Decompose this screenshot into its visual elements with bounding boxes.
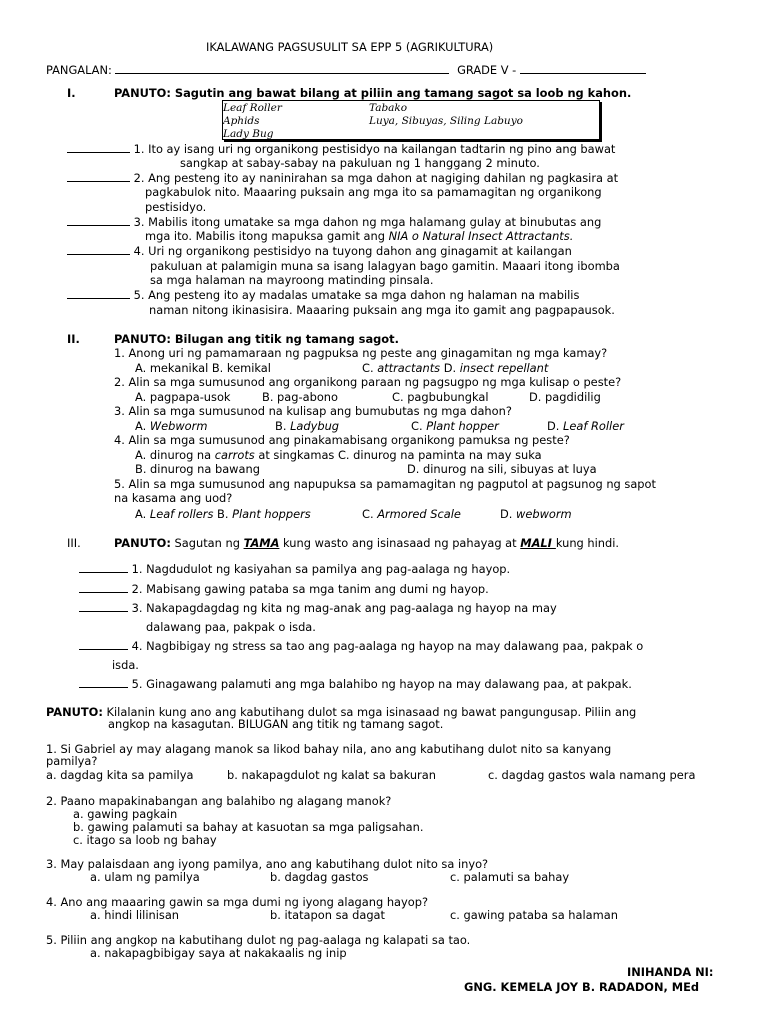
choice-a[interactable]: a. nakapagbibigay saya at nakakaalis ng inip (90, 946, 347, 960)
item-text: 5. Ginagawang palamuti ang mga balahibo ng hayop na may dalawang paa, at pakpak. (131, 677, 632, 691)
choice-letter: A. (135, 507, 150, 521)
item-text: 2. Mabisang gawing pataba sa mga tanim ang dumi ng hayop. (131, 582, 489, 596)
answer-blank[interactable] (79, 649, 128, 650)
item-text-cont: pestisidyo. (145, 200, 207, 214)
choice-b[interactable]: b. dagdag gastos (270, 870, 369, 884)
part2-panuto: PANUTO: Bilugan ang titik ng tamang sagot. (114, 332, 399, 346)
part3-panuto (114, 536, 619, 551)
list-item (79, 639, 643, 654)
answer-blank[interactable] (67, 254, 130, 255)
item-text-italic: NIA o Natural Insect Attractants. (388, 229, 574, 243)
answer-blank[interactable] (79, 611, 128, 612)
name-label: PANGALAN: (46, 63, 112, 77)
item-text-cont: pakuluan at palamigin muna sa isang lalagyan bago gamitin. Maaari itong ibomba (150, 259, 620, 273)
choice-b[interactable]: b. gawing palamuti sa bahay at kasuotan sa mga paligsahan. (73, 820, 424, 834)
choice-b[interactable]: b. nakapagdulot ng kalat sa bakuran (227, 768, 436, 782)
name-blank[interactable] (115, 73, 449, 74)
choice-letter: C. (362, 361, 378, 375)
list-item (79, 562, 510, 577)
question: 1. Si Gabriel ay may alagang manok sa likod bahay nila, ano ang kabutihang dulot nito sa kanyang (46, 742, 612, 756)
answer-blank[interactable] (67, 298, 130, 299)
list-item (67, 171, 618, 186)
prepared-by-label: INIHANDA NI: (627, 965, 714, 979)
question: 3. May palaisdaan ang iyong pamilya, ano ang kabutihang dulot nito sa inyo? (46, 857, 489, 871)
choice-c[interactable] (362, 507, 461, 522)
panuto-text: Kilalanin kung ano ang kabutihang dulot sa mga isinasaad ng bawat pangungusap. Piliin ang (102, 705, 637, 719)
item-text-cont: dalawang paa, pakpak o isda. (146, 620, 316, 634)
choice-d[interactable] (500, 507, 572, 522)
list-item (79, 677, 632, 692)
item-text: 4. Nagbibigay ng stress sa tao ang pag-aalaga ng hayop na may dalawang paa, pakpak o (131, 639, 644, 653)
choice-text: Leaf rollers (149, 507, 214, 521)
choice-d[interactable]: D. pagdidilig (529, 390, 601, 404)
item-text-cont: sa mga halaman na mayroong matinding pinsala. (150, 273, 434, 287)
panuto-text: kung wasto ang isinasaad ng pahayag at (279, 536, 521, 550)
choice-a[interactable]: a. ulam ng pamilya (90, 870, 200, 884)
choice-letter: B. (275, 419, 291, 433)
choice-letter: D. (500, 507, 517, 521)
panuto-text: kung hindi. (555, 536, 620, 550)
choice-line[interactable]: A. mekanikal B. kemikal (135, 361, 271, 375)
list-item (67, 215, 601, 230)
question-cont: pamilya? (46, 754, 98, 768)
question: 5. Piliin ang angkop na kabutihang dulot ng pag-aalaga ng kalapati sa tao. (46, 933, 471, 947)
grade-blank[interactable] (520, 73, 646, 74)
tama-keyword: TAMA (243, 536, 280, 550)
choice-tabako: Tabako (369, 102, 408, 114)
panuto-text: Sagutan ng (170, 536, 244, 550)
choice-letter: A. (135, 419, 150, 433)
choice-text: at singkamas C. dinurog na paminta na may suka (254, 448, 542, 462)
item-text: mga ito. Mabilis itong mapuksa gamit ang (145, 229, 389, 243)
name-line (46, 63, 646, 78)
choice-text: Plant hoppers (232, 507, 311, 521)
choice-line[interactable] (362, 361, 548, 376)
list-item (67, 142, 615, 157)
choice-letter: D. (547, 419, 564, 433)
choice-a[interactable]: A. pagpapa-usok (135, 390, 231, 404)
choice-a[interactable] (135, 419, 207, 434)
choice-aphids: Aphids (223, 115, 260, 127)
choice-a[interactable]: a. gawing pagkain (73, 807, 178, 821)
choice-c[interactable]: c. dagdag gastos wala namang pera (488, 768, 696, 782)
item-text-cont (145, 229, 573, 244)
choice-luya: Luya, Sibuyas, Siling Labuyo (369, 115, 523, 127)
choice-text: A. dinurog na (135, 448, 215, 462)
part1-panuto: PANUTO: Sagutin ang bawat bilang at piliin ang tamang sagot sa loob ng kahon. (114, 86, 632, 100)
answer-blank[interactable] (67, 225, 130, 226)
question: 4. Alin sa mga sumusunod ang pinakamabisang organikong pamuksa ng peste? (114, 433, 570, 447)
choice-leaf-roller: Leaf Roller (223, 102, 282, 114)
question-cont: na kasama ang uod? (114, 491, 233, 505)
choice-c[interactable]: C. pagbubungkal (392, 390, 489, 404)
answer-blank[interactable] (79, 687, 128, 688)
panuto-text-cont: angkop na kasagutan. BILUGAN ang titik ng tamang sagot. (108, 717, 444, 731)
item-text: 1. Nagdudulot ng kasiyahan sa pamilya ang pag-aalaga ng hayop. (131, 562, 511, 576)
answer-blank[interactable] (67, 181, 130, 182)
choice-line[interactable] (135, 507, 311, 522)
choice-a[interactable]: a. dagdag kita sa pamilya (46, 768, 194, 782)
page-title: IKALAWANG PAGSUSULIT SA EPP 5 (AGRIKULTURA) (206, 40, 494, 54)
list-item (79, 582, 489, 597)
panuto-label: PANUTO: (114, 536, 171, 550)
panuto-label: PANUTO: (46, 705, 103, 719)
choice-a[interactable]: a. hindi lilinisan (90, 908, 180, 922)
question: 4. Ano ang maaaring gawin sa mga dumi ng iyong alagang hayop? (46, 895, 429, 909)
item-text-cont: isda. (112, 658, 139, 672)
question: 2. Paano mapakinabangan ang balahibo ng alagang manok? (46, 794, 392, 808)
question: 2. Alin sa mga sumusunod ang organikong paraan ng pagsugpo ng mga kulisap o peste? (114, 375, 622, 389)
item-text: 2. Ang pesteng ito ay naninirahan sa mga dahon at nagiging dahilan ng pagkasira at (133, 171, 619, 185)
choice-text: Ladybug (290, 419, 340, 433)
author-name: GNG. KEMELA JOY B. RADADON, MEd (464, 980, 700, 994)
grade-label: GRADE V - (457, 63, 517, 77)
list-item (67, 244, 572, 259)
choice-b[interactable] (275, 419, 339, 434)
item-text-cont: naman nitong ikinasisira. Maaaring puksain ang mga ito gamit ang pagpapausok. (149, 303, 615, 317)
answer-blank[interactable] (67, 152, 130, 153)
choice-text: webworm (516, 507, 572, 521)
choice-b[interactable]: b. itatapon sa dagat (270, 908, 385, 922)
choice-text: Webworm (149, 419, 208, 433)
choice-text: Plant hopper (426, 419, 499, 433)
item-text: 4. Uri ng organikong pestisidyo na tuyong dahon ang ginagamit at kailangan (133, 244, 572, 258)
item-text-cont: pagkabulok nito. Maaaring puksain ang mga ito sa pamamagitan ng organikong (145, 185, 602, 199)
question: 3. Alin sa mga sumusunod na kulisap ang bumubutas ng mga dahon? (114, 404, 512, 418)
choice-lady-bug: Lady Bug (223, 128, 274, 140)
choice-text: insect repellant (459, 361, 549, 375)
choice-letter: B. (213, 507, 233, 521)
choice-c[interactable]: c. gawing pataba sa halaman (450, 908, 618, 922)
choices-box (222, 100, 600, 140)
mali-keyword: MALI (520, 536, 556, 550)
choice-c[interactable]: c. itago sa loob ng bahay (73, 833, 217, 847)
question: 5. Alin sa mga sumusunod ang napupuksa sa pamamagitan ng pagputol at pagsunog ng sapot (114, 477, 656, 491)
part1-numeral: I. (67, 86, 76, 100)
item-text-cont: sangkap at sabay-sabay na pakuluan ng 1 hanggang 2 minuto. (180, 156, 540, 170)
part2-numeral: II. (67, 332, 80, 346)
choice-b[interactable]: B. dinurog na bawang (135, 462, 260, 476)
choice-c[interactable]: c. palamuti sa bahay (450, 870, 570, 884)
choice-letter: D. (440, 361, 460, 375)
choice-d[interactable] (547, 419, 624, 434)
choice-text: Leaf Roller (563, 419, 624, 433)
list-item (79, 601, 557, 616)
question: 1. Anong uri ng pamamaraan ng pagpuksa ng peste ang ginagamitan ng mga kamay? (114, 346, 608, 360)
item-text: 5. Ang pesteng ito ay madalas umatake sa mga dahon ng halaman na mabilis (133, 288, 580, 302)
choice-b[interactable]: B. pag-abono (262, 390, 338, 404)
choice-c[interactable] (411, 419, 499, 434)
choice-text: Armored Scale (377, 507, 461, 521)
choice-line[interactable] (135, 448, 542, 463)
answer-blank[interactable] (79, 592, 128, 593)
part3-numeral: III. (67, 536, 81, 550)
item-text: 1. Ito ay isang uri ng organikong pestisidyo na kailangan tadtarin ng pino ang bawat (133, 142, 616, 156)
choice-letter: C. (362, 507, 378, 521)
choice-letter: C. (411, 419, 427, 433)
choice-text: attractants (377, 361, 441, 375)
item-text: 3. Mabilis itong umatake sa mga dahon ng mga halamang gulay at binubutas ang (133, 215, 602, 229)
choice-text-italic: carrots (214, 448, 255, 462)
list-item (67, 288, 579, 303)
item-text: 3. Nakapagdagdag ng kita ng mag-anak ang pag-aalaga ng hayop na may (131, 601, 557, 615)
choice-d[interactable]: D. dinurog na sili, sibuyas at luya (407, 462, 597, 476)
answer-blank[interactable] (79, 572, 128, 573)
